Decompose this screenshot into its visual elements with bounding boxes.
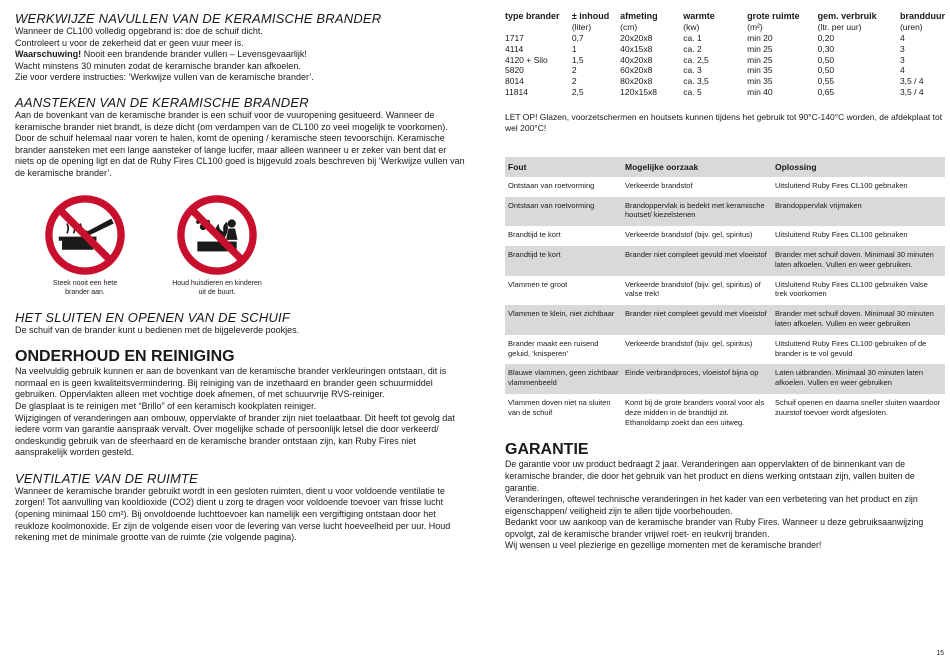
spec-cell: ca. 2	[683, 43, 702, 54]
trouble-cause: Verkeerde brandstof	[622, 177, 772, 197]
spec-cell: 40x15x8	[620, 43, 653, 54]
spec-cell: 5820	[505, 65, 524, 76]
spec-cell: 4114	[505, 43, 524, 54]
spec-cell: 0,50	[817, 54, 835, 65]
spec-cell: 80x20x8	[620, 76, 653, 87]
trouble-cause: Einde verbrandproces, vloeistof bijna op	[622, 364, 772, 394]
trouble-fault: Brandtijd te kort	[505, 246, 622, 276]
trouble-solution: Brander met schuif doven. Minimaal 30 minuten laten afkoelen. Vullen en weer gebruiken.	[772, 246, 945, 276]
section-title-maintenance: ONDERHOUD EN REINIGING	[15, 348, 235, 366]
spec-cell: min 40	[747, 86, 773, 97]
trouble-fault: Vlammen te klein, niet zichtbaar	[505, 305, 622, 335]
section-title-slider: HET SLUITEN EN OPENEN VAN DE SCHUIF	[15, 309, 290, 325]
trouble-fault: Brander maakt een ruisend geluid, ‘knisperen’	[505, 335, 622, 365]
spec-cell: ca. 3	[683, 65, 702, 76]
trouble-row	[505, 226, 945, 246]
spec-cell: 2	[571, 65, 577, 76]
section-refill	[15, 11, 465, 84]
spec-unit: (ltr. per uur)	[817, 22, 862, 32]
spec-unit: (kw)	[683, 22, 700, 32]
warranty-text-1: De garantie voor uw product bedraagt 2 jaar. Veranderingen aan oppervlakten of de binnenkant van de keramische brander, die door het gebruik van het product en diens werking ontstaan zijn, vallen buiten de garantie.	[505, 459, 915, 493]
caption-no-hot-burner: Steek nooit een hete brander aan.	[52, 279, 118, 296]
spec-cell: 1	[571, 43, 577, 54]
trouble-solution: Schuif openen en daarna sneller sluiten waardoor zuurstof toevoer wordt afgesloten.	[772, 394, 945, 433]
trouble-fault: Ontstaan van roetvorming	[505, 177, 622, 197]
trouble-cause: Brander niet compleet gevuld met vloeistof	[622, 305, 772, 335]
ignite-text: Aan de bovenkant van de keramische brander is een schuif voor de vuuropening gesitueerd. Wanneer de keramische brander niet brandt, is deze dicht (om verdampen van de CL100 zo veel mogelijk te voorkomen). Door de schuif helemaal naar voren te halen, komt de opening / keramische steen tevoorschijn. Keramische brander aansteken met een lange aansteker of lange lucifer, maar alleen wanneer u er zeker van bent dat er niets op de opening ligt en dat de Ruby Fires CL100 goed is bijgevuld zoals beschreven bij ‘Werkwijze vullen van de keramische brander’.	[15, 109, 465, 178]
slider-text: De schuif van de brander kunt u bedienen met de bijgeleverde pookjes.	[15, 324, 300, 335]
trouble-header: Oplossing	[772, 157, 945, 177]
spec-subheader-row	[505, 22, 945, 33]
section-title-warranty: GARANTIE	[505, 441, 589, 459]
spec-cell: 1,5	[571, 54, 584, 65]
trouble-header: Fout	[505, 157, 622, 177]
ventilation-text: Wanneer de keramische brander gebruikt wordt in een gesloten ruimten, dient u voor voldoende ventilatie te zorgen! Tot aanvulling van kooldioxide (CO2) dient u zorg te dragen voor voldoende toevoer van frisse lucht (opening minimaal 150 cm²). Bij onvoldoende luchttoevoer kan namelijk een vergiftiging ontstaan door het reukloze koolmonoxide. Er zijn de volgende eisen voor de levering van verse lucht hoeveelheid per uur. Houd rekening met de minimale grootte van de ruimte (zie volgende pagina).	[15, 485, 451, 543]
section-title-refill: WERKWIJZE NAVULLEN VAN DE KERAMISCHE BRANDER	[15, 11, 382, 26]
spec-cell: ca. 2,5	[683, 54, 709, 65]
spec-cell: 11814	[505, 86, 529, 97]
trouble-solution: Uitsluitend Ruby Fires CL100 gebruiken of de brander is te vol gevuld	[772, 335, 945, 365]
trouble-fault: Blauwe vlammen, geen zichtbaar vlammenbeeld	[505, 364, 622, 394]
spec-row	[505, 44, 945, 55]
trouble-header-row	[505, 157, 945, 177]
spec-unit: (cm)	[620, 22, 638, 32]
spec-table	[505, 11, 945, 98]
refill-line-3: Wacht minstens 30 minuten zodat de keramische brander kan afkoelen.	[15, 60, 301, 71]
spec-header-row	[505, 11, 945, 22]
spec-cell: 0,20	[817, 33, 835, 43]
trouble-row	[505, 335, 945, 365]
keep-pets-children-away-icon	[176, 194, 258, 276]
trouble-solution: Brander met schuif doven. Minimaal 30 minuten laten afkoelen. Vullen en weer gebruiken	[772, 305, 945, 335]
trouble-fault: Vlammen te groot	[505, 276, 622, 306]
spec-cell: 2	[571, 76, 577, 87]
trouble-header: Mogelijke oorzaak	[622, 157, 772, 177]
trouble-solution: Uitsluitend Ruby Fires CL100 gebruiken	[772, 226, 945, 246]
warranty-text-4: Wij wensen u veel plezierige en gezellige momenten met de keramische brander!	[505, 540, 822, 551]
section-title-ventilation: VENTILATIE VAN DE RUIMTE	[15, 470, 198, 486]
spec-cell: 2,5	[571, 86, 584, 97]
section-ventilation	[15, 471, 465, 544]
warning-text: Nooit een brandende brander vullen – Levensgevaarlijk!	[81, 49, 307, 60]
spec-cell: ca. 3,5	[683, 76, 709, 87]
spec-cell: 20x20x8	[620, 33, 653, 43]
spec-row	[505, 33, 945, 44]
trouble-row	[505, 177, 945, 197]
spec-cell: 0,55	[817, 76, 835, 87]
spec-header: brandduur	[899, 11, 945, 21]
trouble-cause: Brandoppervlak is bedekt met keramische houtset/ kiezelstenen	[622, 197, 772, 227]
spec-cell: min 35	[747, 76, 773, 87]
spec-cell: min 25	[747, 54, 773, 65]
trouble-row	[505, 197, 945, 227]
refill-line-2: Controleert u voor de zekerheid dat er geen vuur meer is.	[15, 37, 244, 48]
troubleshooting-table	[505, 157, 945, 434]
spec-cell: min 20	[747, 33, 773, 43]
trouble-solution: Uitsluitend Ruby Fires CL100 gebruiken	[772, 177, 945, 197]
trouble-fault: Brandtijd te kort	[505, 226, 622, 246]
spec-cell: 0,7	[571, 33, 584, 43]
spec-cell: 0,50	[817, 65, 835, 76]
right-column	[505, 11, 945, 552]
sign-no-hot-burner	[40, 194, 130, 296]
trouble-row	[505, 305, 945, 335]
trouble-solution: Laten uitbranden. Minimaal 30 minuten laten afkoelen. Vullen en weer gebruiken	[772, 364, 945, 394]
spec-cell: min 35	[747, 65, 773, 76]
trouble-solution: Uitsluitend Ruby Fires CL100 gebruiken Valse trek voorkomen	[772, 276, 945, 306]
trouble-cause: Verkeerde brandstof (bijv. gel, spiritus)	[622, 335, 772, 365]
spec-cell: 3,5 / 4	[899, 76, 924, 87]
spec-cell: 4120 + Silo	[505, 54, 548, 65]
spec-header: afmeting	[620, 11, 658, 21]
left-column	[15, 11, 465, 551]
refill-line-1: Wanneer de CL100 volledig opgebrand is: doe de schuif dicht.	[15, 26, 263, 36]
sign-keep-away	[172, 194, 262, 296]
maintenance-text-2: De glasplaat is te reinigen met “Brillo” of een keramisch kookplaten reiniger.	[15, 400, 317, 411]
spec-cell: 4	[899, 65, 905, 76]
trouble-row	[505, 246, 945, 276]
warranty-text-2: Veranderingen, oftewel technische veranderingen in het kader van een verbetering van het product en zijn eigenschappen/ veiligheid zijn te allen tijde voorbehouden.	[505, 494, 918, 516]
spec-cell: 0,30	[817, 43, 835, 54]
trouble-row	[505, 364, 945, 394]
spec-header: type brander	[505, 11, 560, 21]
spec-cell: 60x20x8	[620, 65, 653, 76]
spec-cell: 1717	[505, 33, 524, 43]
trouble-fault: Vlammen doven niet na sluiten van de schuif	[505, 394, 622, 433]
spec-row	[505, 87, 945, 98]
spec-cell: 3,5 / 4	[899, 86, 924, 97]
refill-warning	[15, 49, 465, 61]
warranty-text-3: Bedankt voor uw aankoop van de keramische brander van Ruby Fires. Wanneer u deze gebruiksaanwijzing opvolgt, zal de keramische brander vrijwel roet- en reukvrij branden.	[505, 517, 924, 539]
maintenance-text-1: Na veelvuldig gebruik kunnen er aan de bovenkant van de keramische brander verkleuringen ontstaan, dit is normaal en is geen kwaliteitsvermindering. Bij reiniging van de inzethaard en brander geen schuurmiddel gebruiken. Oppervlakten alleen met vochtige doek afnemen, of met schuurvrije RVS-reiniger.	[15, 366, 447, 400]
trouble-cause: Komt bij de grote branders vooral voor als deze midden in de brandtijd zit. Ethanoldamp zoekt dan een uitweg.	[622, 394, 772, 433]
spec-cell: 8014	[505, 76, 524, 87]
trouble-solution: Brandoppervlak vrijmaken	[772, 197, 945, 227]
section-title-ignite: AANSTEKEN VAN DE KERAMISCHE BRANDER	[15, 94, 309, 110]
spec-unit: (liter)	[571, 22, 592, 32]
spec-header: warmte	[683, 11, 715, 21]
heat-warning: LET OP! Glazen, voorzetschermen en houtsets kunnen tijdens het gebruik tot 90°C-140°C worden, de afdekplaat tot wel 200°C!	[505, 111, 943, 133]
spec-unit: (uren)	[899, 22, 923, 32]
spec-header: ± inhoud	[571, 11, 610, 21]
trouble-cause: Verkeerde brandstof (bijv. gel, spiritus)	[622, 226, 772, 246]
section-ignite	[15, 95, 465, 180]
spec-row	[505, 55, 945, 66]
trouble-cause: Verkeerde brandstof (bijv. gel, spiritus) of valse trek!	[622, 276, 772, 306]
spec-cell: 40x20x8	[620, 54, 653, 65]
spec-unit: (m²)	[747, 22, 763, 32]
section-warranty	[505, 441, 945, 552]
refill-line-4: Zie voor verdere instructies: ‘Werkwijze vullen van de keramische brander’.	[15, 72, 314, 83]
trouble-row	[505, 394, 945, 433]
trouble-fault: Ontstaan van roetvorming	[505, 197, 622, 227]
spec-cell: ca. 1	[683, 33, 702, 43]
spec-cell: 0,65	[817, 86, 835, 97]
page-number: 15	[936, 650, 944, 657]
section-slider	[15, 310, 465, 337]
spec-header: grote ruimte	[747, 11, 800, 21]
spec-cell: 120x15x8	[620, 86, 658, 97]
spec-cell: min 25	[747, 43, 773, 54]
section-maintenance	[15, 348, 465, 459]
trouble-row	[505, 276, 945, 306]
trouble-cause: Brander niet compleet gevuld met vloeistof	[622, 246, 772, 276]
spec-header: gem. verbruik	[817, 11, 877, 21]
spec-row	[505, 76, 945, 87]
spec-cell: 3	[899, 43, 905, 54]
maintenance-text-3: Wijzigingen of veranderingen aan ombouw, oppervlakte of brander zijn niet toelaatbaar. Dit heeft tot gevolg dat iedere vorm van garantie aanspraak vervalt. Over mogelijke schade of persoonlijk letsel die door verkeerd/ ondeskundig gebruik van de sfeerhaard en de keramische brander ontstaan zijn, kan Ruby Fires niet aansprakelijk worden gesteld.	[15, 412, 455, 458]
trouble-body	[505, 177, 945, 434]
spec-row	[505, 65, 945, 76]
spec-cell: 4	[899, 33, 905, 43]
no-lighting-hot-burner-icon	[44, 194, 126, 276]
caption-keep-away: Houd huisdieren en kinderen uit de buurt.	[172, 279, 262, 296]
spec-cell: ca. 5	[683, 86, 702, 97]
safety-icons	[40, 194, 465, 296]
spec-body	[505, 33, 945, 98]
warning-label: Waarschuwing!	[15, 49, 82, 60]
spec-unit	[505, 22, 572, 33]
spec-cell: 3	[899, 54, 905, 65]
